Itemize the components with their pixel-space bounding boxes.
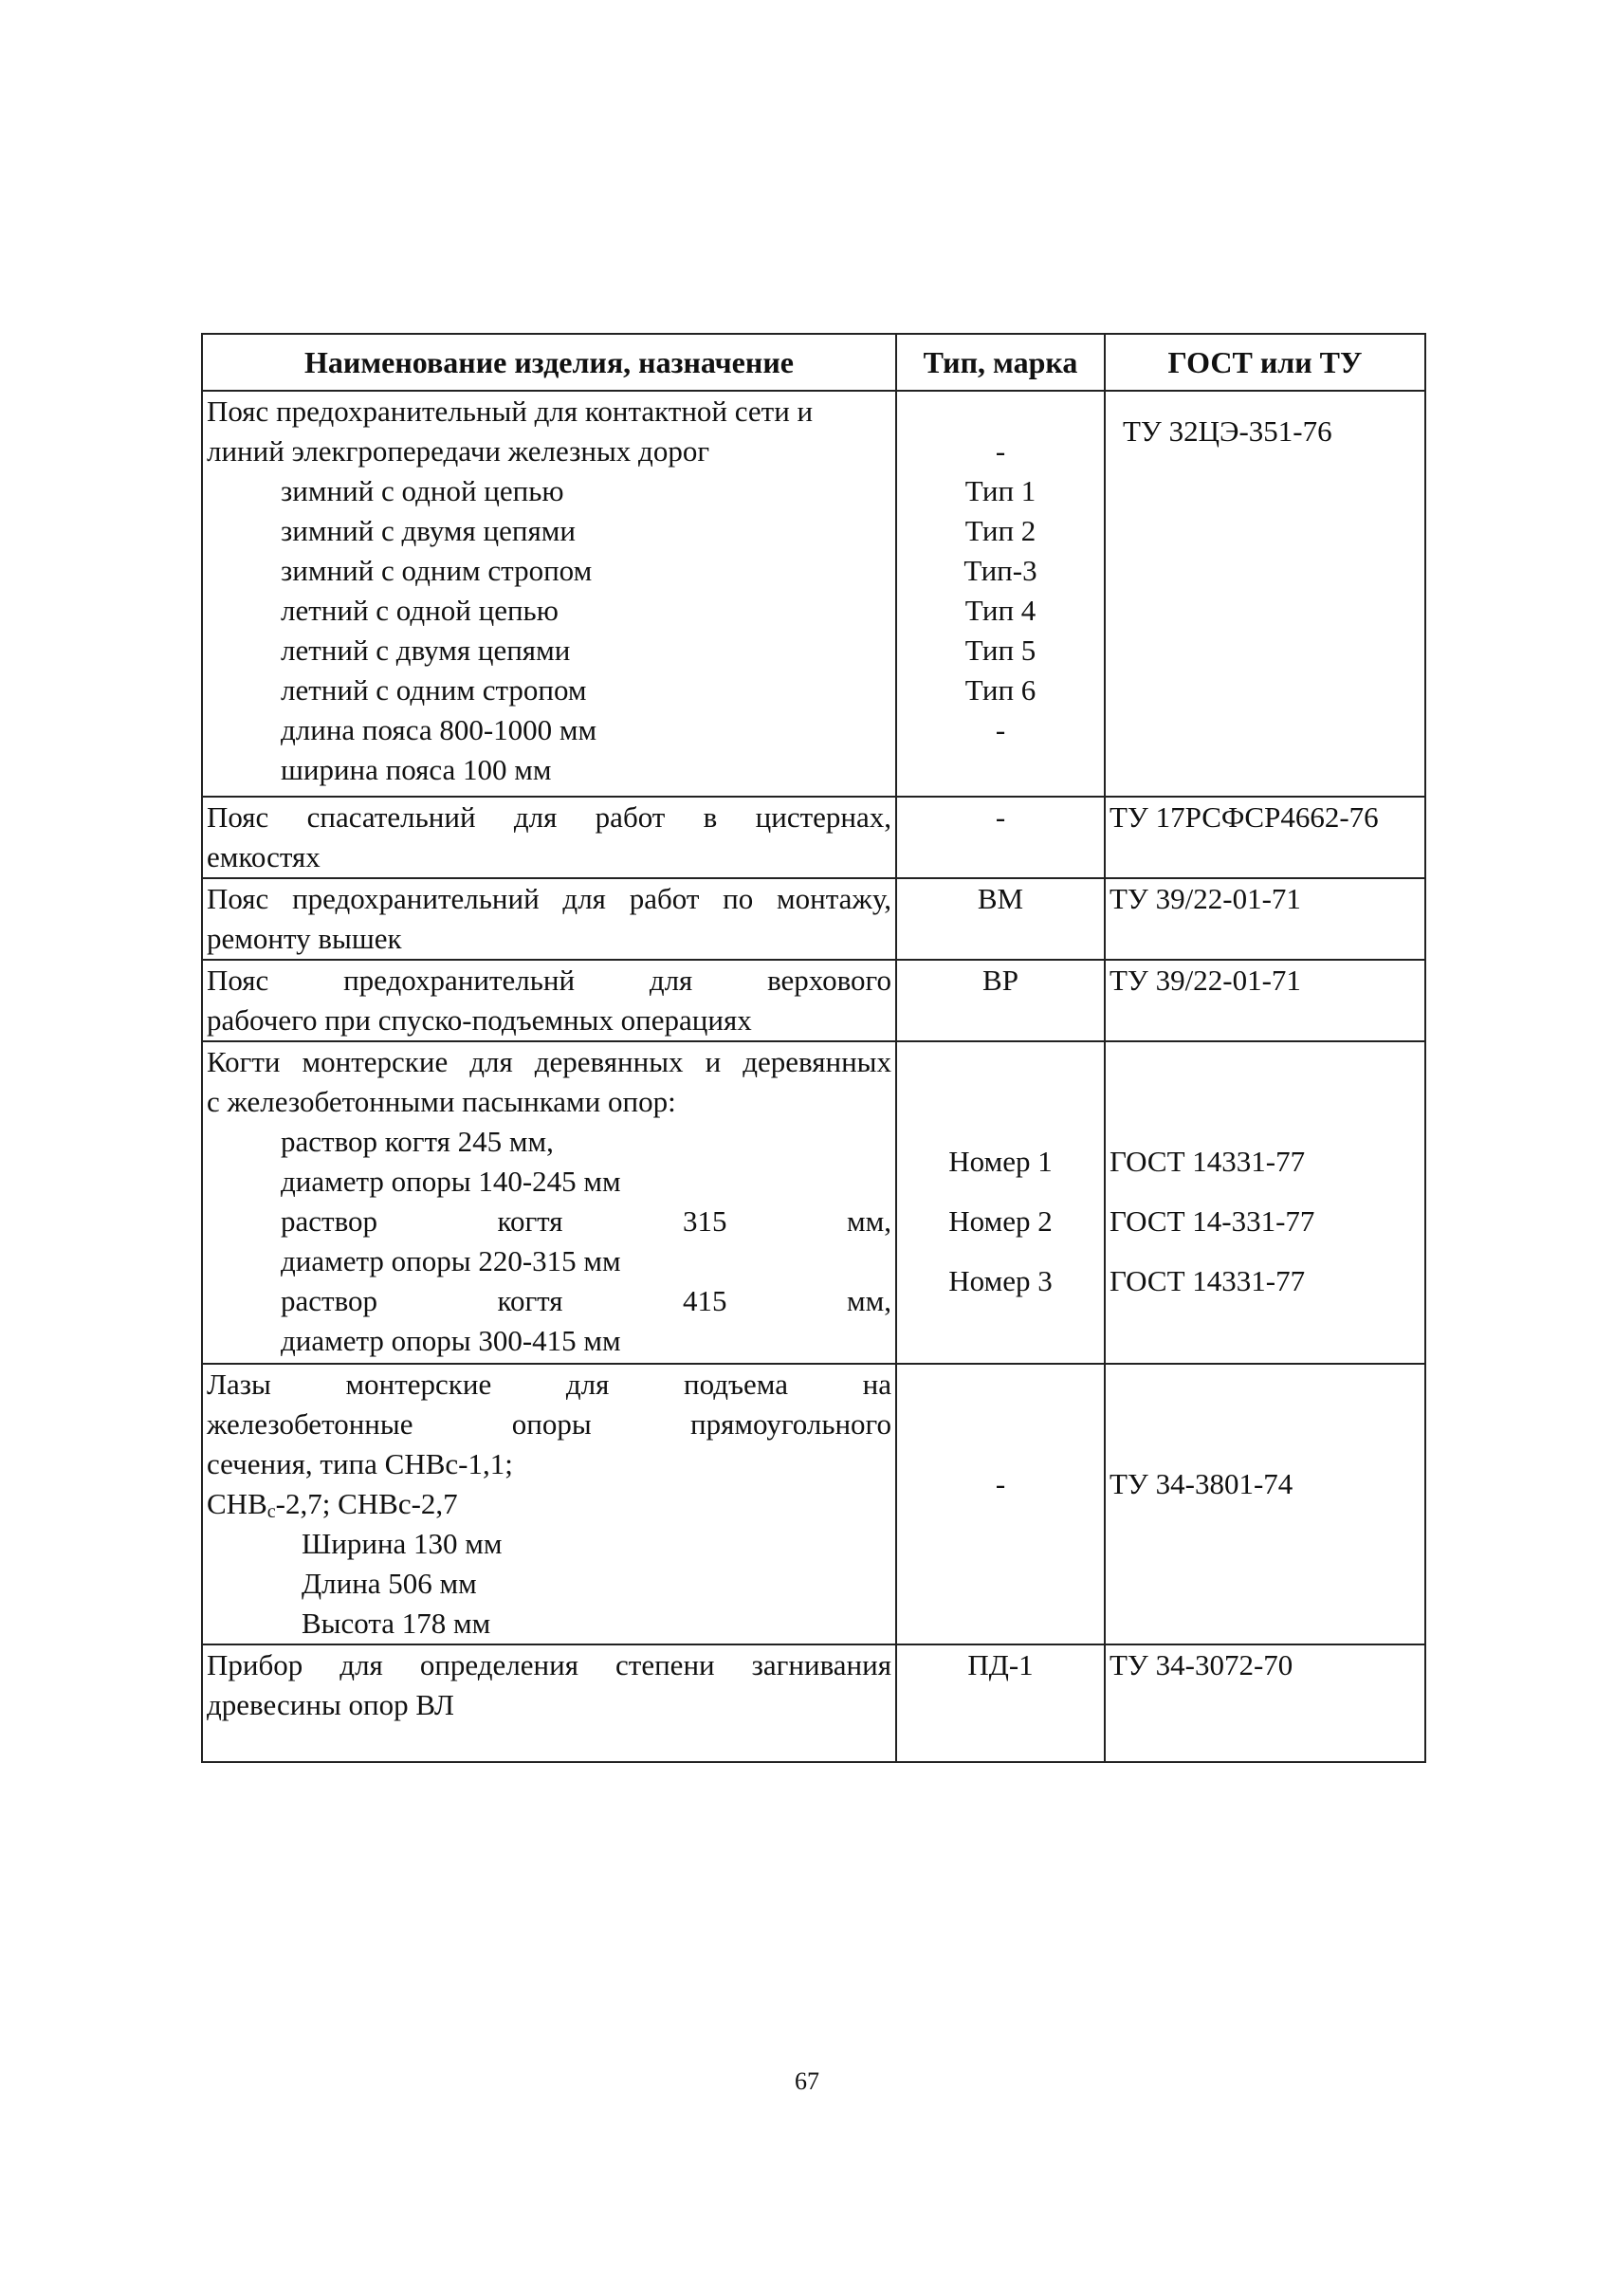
row-4-type: [896, 960, 1105, 1041]
row-6-name-part: -2,7; СНВс-2,7: [275, 1487, 458, 1520]
row-5-type-value: Номер 1: [948, 1145, 1053, 1178]
row-5-type-value: Номер 3: [948, 1264, 1053, 1297]
row-5-name: [202, 1041, 896, 1364]
row-2-type-value: -: [995, 800, 1006, 834]
row-4-name-line: Пояс предохранительнй для верхового: [207, 964, 891, 997]
row-1-type-value: Тип-3: [963, 554, 1037, 587]
row-1-type-value: -: [995, 434, 1006, 468]
row-6-standard-value: ТУ 34-3801-74: [1110, 1467, 1293, 1500]
row-1-type: [896, 391, 1105, 797]
row-2-standard: [1105, 797, 1425, 878]
row-5-standard-value: ГОСТ 14331-77: [1110, 1264, 1306, 1297]
row-1-type-value: Тип 4: [964, 594, 1036, 627]
row-3-name: [202, 878, 896, 960]
row-1-type-value: -: [995, 713, 1006, 746]
row-6-name-part: СНВ: [207, 1487, 267, 1520]
table-row: [202, 391, 1425, 797]
row-3-name-line: ремонту вышек: [207, 922, 402, 955]
table-row: [202, 1364, 1425, 1644]
row-5-name-line: Когти монтерские для деревянных и деревянных: [207, 1045, 891, 1078]
row-6-name-line: сечения, типа СНВс-1,1;: [207, 1447, 513, 1480]
row-7-standard-value: ТУ 34-3072-70: [1110, 1648, 1293, 1681]
row-1-length: длина пояса 800-1000 мм: [281, 713, 597, 746]
row-5-spec: диаметр опоры 220-315 мм: [281, 1244, 621, 1277]
table-row: [202, 1041, 1425, 1364]
row-1-width: ширина пояса 100 мм: [281, 753, 552, 786]
row-1-standard: [1105, 391, 1425, 797]
row-6-name-line: Лазы монтерские для подъема на: [207, 1368, 891, 1401]
row-1-type-value: Тип 6: [964, 673, 1036, 707]
row-6-type: [896, 1364, 1105, 1644]
row-6-type-value: -: [995, 1467, 1006, 1500]
row-7-name-line: древесины опор ВЛ: [207, 1688, 454, 1721]
header-standard: ГОСТ или ТУ: [1105, 334, 1425, 391]
row-6-name: [202, 1364, 896, 1644]
row-1-variant: зимний с одним стропом: [281, 554, 593, 587]
row-2-type: [896, 797, 1105, 878]
row-5-type: [896, 1041, 1105, 1364]
row-1-variant: летний с одним стропом: [281, 673, 587, 707]
row-6-height: Высота 178 мм: [302, 1607, 491, 1640]
row-3-standard: [1105, 878, 1425, 960]
row-4-standard: [1105, 960, 1425, 1041]
header-name: Наименование изделия, назначение: [202, 334, 896, 391]
row-1-type-value: Тип 2: [964, 514, 1036, 547]
row-7-type: [896, 1644, 1105, 1762]
row-6-standard: [1105, 1364, 1425, 1644]
row-4-name: [202, 960, 896, 1041]
row-4-standard-value: ТУ 39/22-01-71: [1110, 964, 1301, 997]
row-1-type-value: Тип 5: [964, 634, 1036, 667]
row-6-name-line: [207, 1484, 891, 1524]
row-4-name-line: рабочего при спуско-подъемных операциях: [207, 1003, 752, 1037]
row-5-spec: раствор когтя 315 мм,: [281, 1204, 891, 1238]
row-6-length: Длина 506 мм: [302, 1567, 477, 1600]
row-5-spec: диаметр опоры 140-245 мм: [281, 1165, 621, 1198]
row-1-variant: летний с двумя цепями: [281, 634, 571, 667]
row-3-type: [896, 878, 1105, 960]
row-5-standard-value: ГОСТ 14-331-77: [1110, 1204, 1315, 1238]
row-3-standard-value: ТУ 39/22-01-71: [1110, 882, 1301, 915]
row-7-name: [202, 1644, 896, 1762]
row-6-name-subscript: с: [266, 1501, 276, 1522]
row-2-standard-value: ТУ 17РСФСР4662-76: [1110, 800, 1379, 834]
row-4-type-value: ВР: [982, 964, 1018, 997]
row-7-type-value: ПД-1: [967, 1648, 1034, 1681]
row-5-type-value: Номер 2: [948, 1204, 1053, 1238]
row-2-name-line: Пояс спасательний для работ в цистернах,: [207, 800, 891, 834]
row-1-name: [202, 391, 896, 797]
header-type: Тип, марка: [896, 334, 1105, 391]
page-number: 67: [795, 2067, 819, 2095]
products-table: [201, 333, 1426, 1763]
row-1-variant: зимний с одной цепью: [281, 474, 564, 507]
row-1-standard-value: ТУ 32ЦЭ-351-76: [1123, 414, 1332, 448]
row-6-width: Ширина 130 мм: [302, 1527, 503, 1560]
row-3-type-value: ВМ: [977, 882, 1024, 915]
row-5-spec: раствор когтя 245 мм,: [281, 1125, 554, 1158]
row-6-name-line: железобетонные опоры прямоугольного: [207, 1407, 891, 1441]
row-5-standard-value: ГОСТ 14331-77: [1110, 1145, 1306, 1178]
row-2-name: [202, 797, 896, 878]
row-1-type-value: Тип 1: [964, 474, 1036, 507]
table-row: [202, 960, 1425, 1041]
row-5-standard: [1105, 1041, 1425, 1364]
table-header-row: [202, 334, 1425, 391]
row-5-spec: диаметр опоры 300-415 мм: [281, 1324, 621, 1357]
row-1-variant: зимний с двумя цепями: [281, 514, 576, 547]
row-1-name-line: линий элекгропередачи железных дорог: [207, 434, 710, 468]
table-row: [202, 878, 1425, 960]
row-1-variant: летний с одной цепью: [281, 594, 559, 627]
row-7-standard: [1105, 1644, 1425, 1762]
table-row: [202, 1644, 1425, 1762]
row-7-name-line: Прибор для определения степени загнивания: [207, 1648, 891, 1681]
row-5-spec: раствор когтя 415 мм,: [281, 1284, 891, 1317]
table-row: [202, 797, 1425, 878]
row-3-name-line: Пояс предохранительний для работ по монтажу,: [207, 882, 891, 915]
row-2-name-line: емкостях: [207, 840, 321, 873]
row-5-name-line: с железобетонными пасынками опор:: [207, 1085, 676, 1118]
row-1-name-line: Пояс предохранительный для контактной сети и: [207, 395, 814, 428]
